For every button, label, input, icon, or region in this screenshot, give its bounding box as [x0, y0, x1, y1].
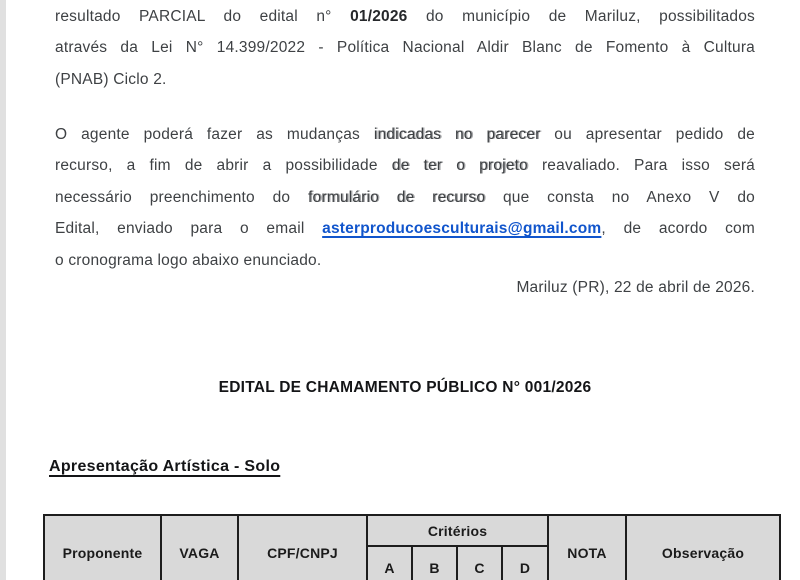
paragraph-result-intro: [55, 1, 755, 95]
text-line: [55, 64, 755, 95]
col-header-criterio-c: C: [457, 546, 502, 580]
results-table-container: [43, 514, 781, 580]
dateline: Mariluz (PR), 22 de abril de 2026.: [516, 279, 755, 296]
text-segment: o cronograma logo abaixo enunciado.: [55, 251, 322, 269]
paragraph-recurso-instructions: [55, 119, 755, 276]
col-header-vaga: VAGA: [161, 515, 238, 580]
col-header-criterios-group: Critérios: [367, 515, 548, 546]
text-line: [55, 1, 755, 32]
col-header-nota: NOTA: [548, 515, 626, 580]
text-segment: através da Lei N° 14.399/2022 - Política Nacional Aldir Blanc de Fomento à Cultura: [55, 39, 755, 57]
text-segment: Edital, enviado para o email: [55, 220, 323, 238]
text-line: [55, 150, 755, 181]
ghost-text: de ter o projeto: [391, 157, 528, 175]
text-segment: do município de Mariluz, possibilitados: [407, 8, 755, 25]
ghost-text: formulário de recurso: [308, 188, 486, 206]
col-header-criterio-b: B: [412, 546, 457, 580]
bold-text: 01/2026: [350, 8, 408, 25]
main-heading: EDITAL DE CHAMAMENTO PÚBLICO N° 001/2026: [218, 379, 592, 396]
viewer-left-gutter: [0, 0, 6, 580]
text-segment: necessário preenchimento do: [55, 188, 309, 206]
text-line: [55, 119, 755, 150]
results-table: [43, 514, 781, 580]
ghost-text: indicadas no parecer: [373, 126, 541, 143]
col-header-proponente: Proponente: [44, 515, 161, 580]
col-header-criterio-a: A: [367, 546, 412, 580]
text-segment: (PNAB) Ciclo 2.: [55, 70, 167, 88]
text-line: [55, 32, 755, 63]
email-link[interactable]: asterproducoesculturais@gmail.com: [322, 220, 602, 238]
text-segment: recurso, a fim de abrir a possibilidade: [55, 157, 392, 175]
text-segment: O agente poderá fazer as mudanças: [55, 126, 374, 143]
col-header-criterio-d: D: [502, 546, 548, 580]
text-line: [55, 213, 755, 244]
col-header-observacao: Observação: [626, 515, 780, 580]
section-heading: Apresentação Artística - Solo: [49, 458, 281, 475]
text-segment: resultado PARCIAL do edital n°: [55, 8, 351, 25]
text-segment: ou apresentar pedido de: [540, 126, 755, 143]
text-line: [55, 182, 755, 213]
col-header-cpf-cnpj: CPF/CNPJ: [238, 515, 367, 580]
text-segment: , de acordo com: [601, 220, 755, 238]
text-segment: reavaliado. Para isso será: [527, 157, 756, 175]
text-segment: que consta no Anexo V do: [485, 188, 755, 206]
